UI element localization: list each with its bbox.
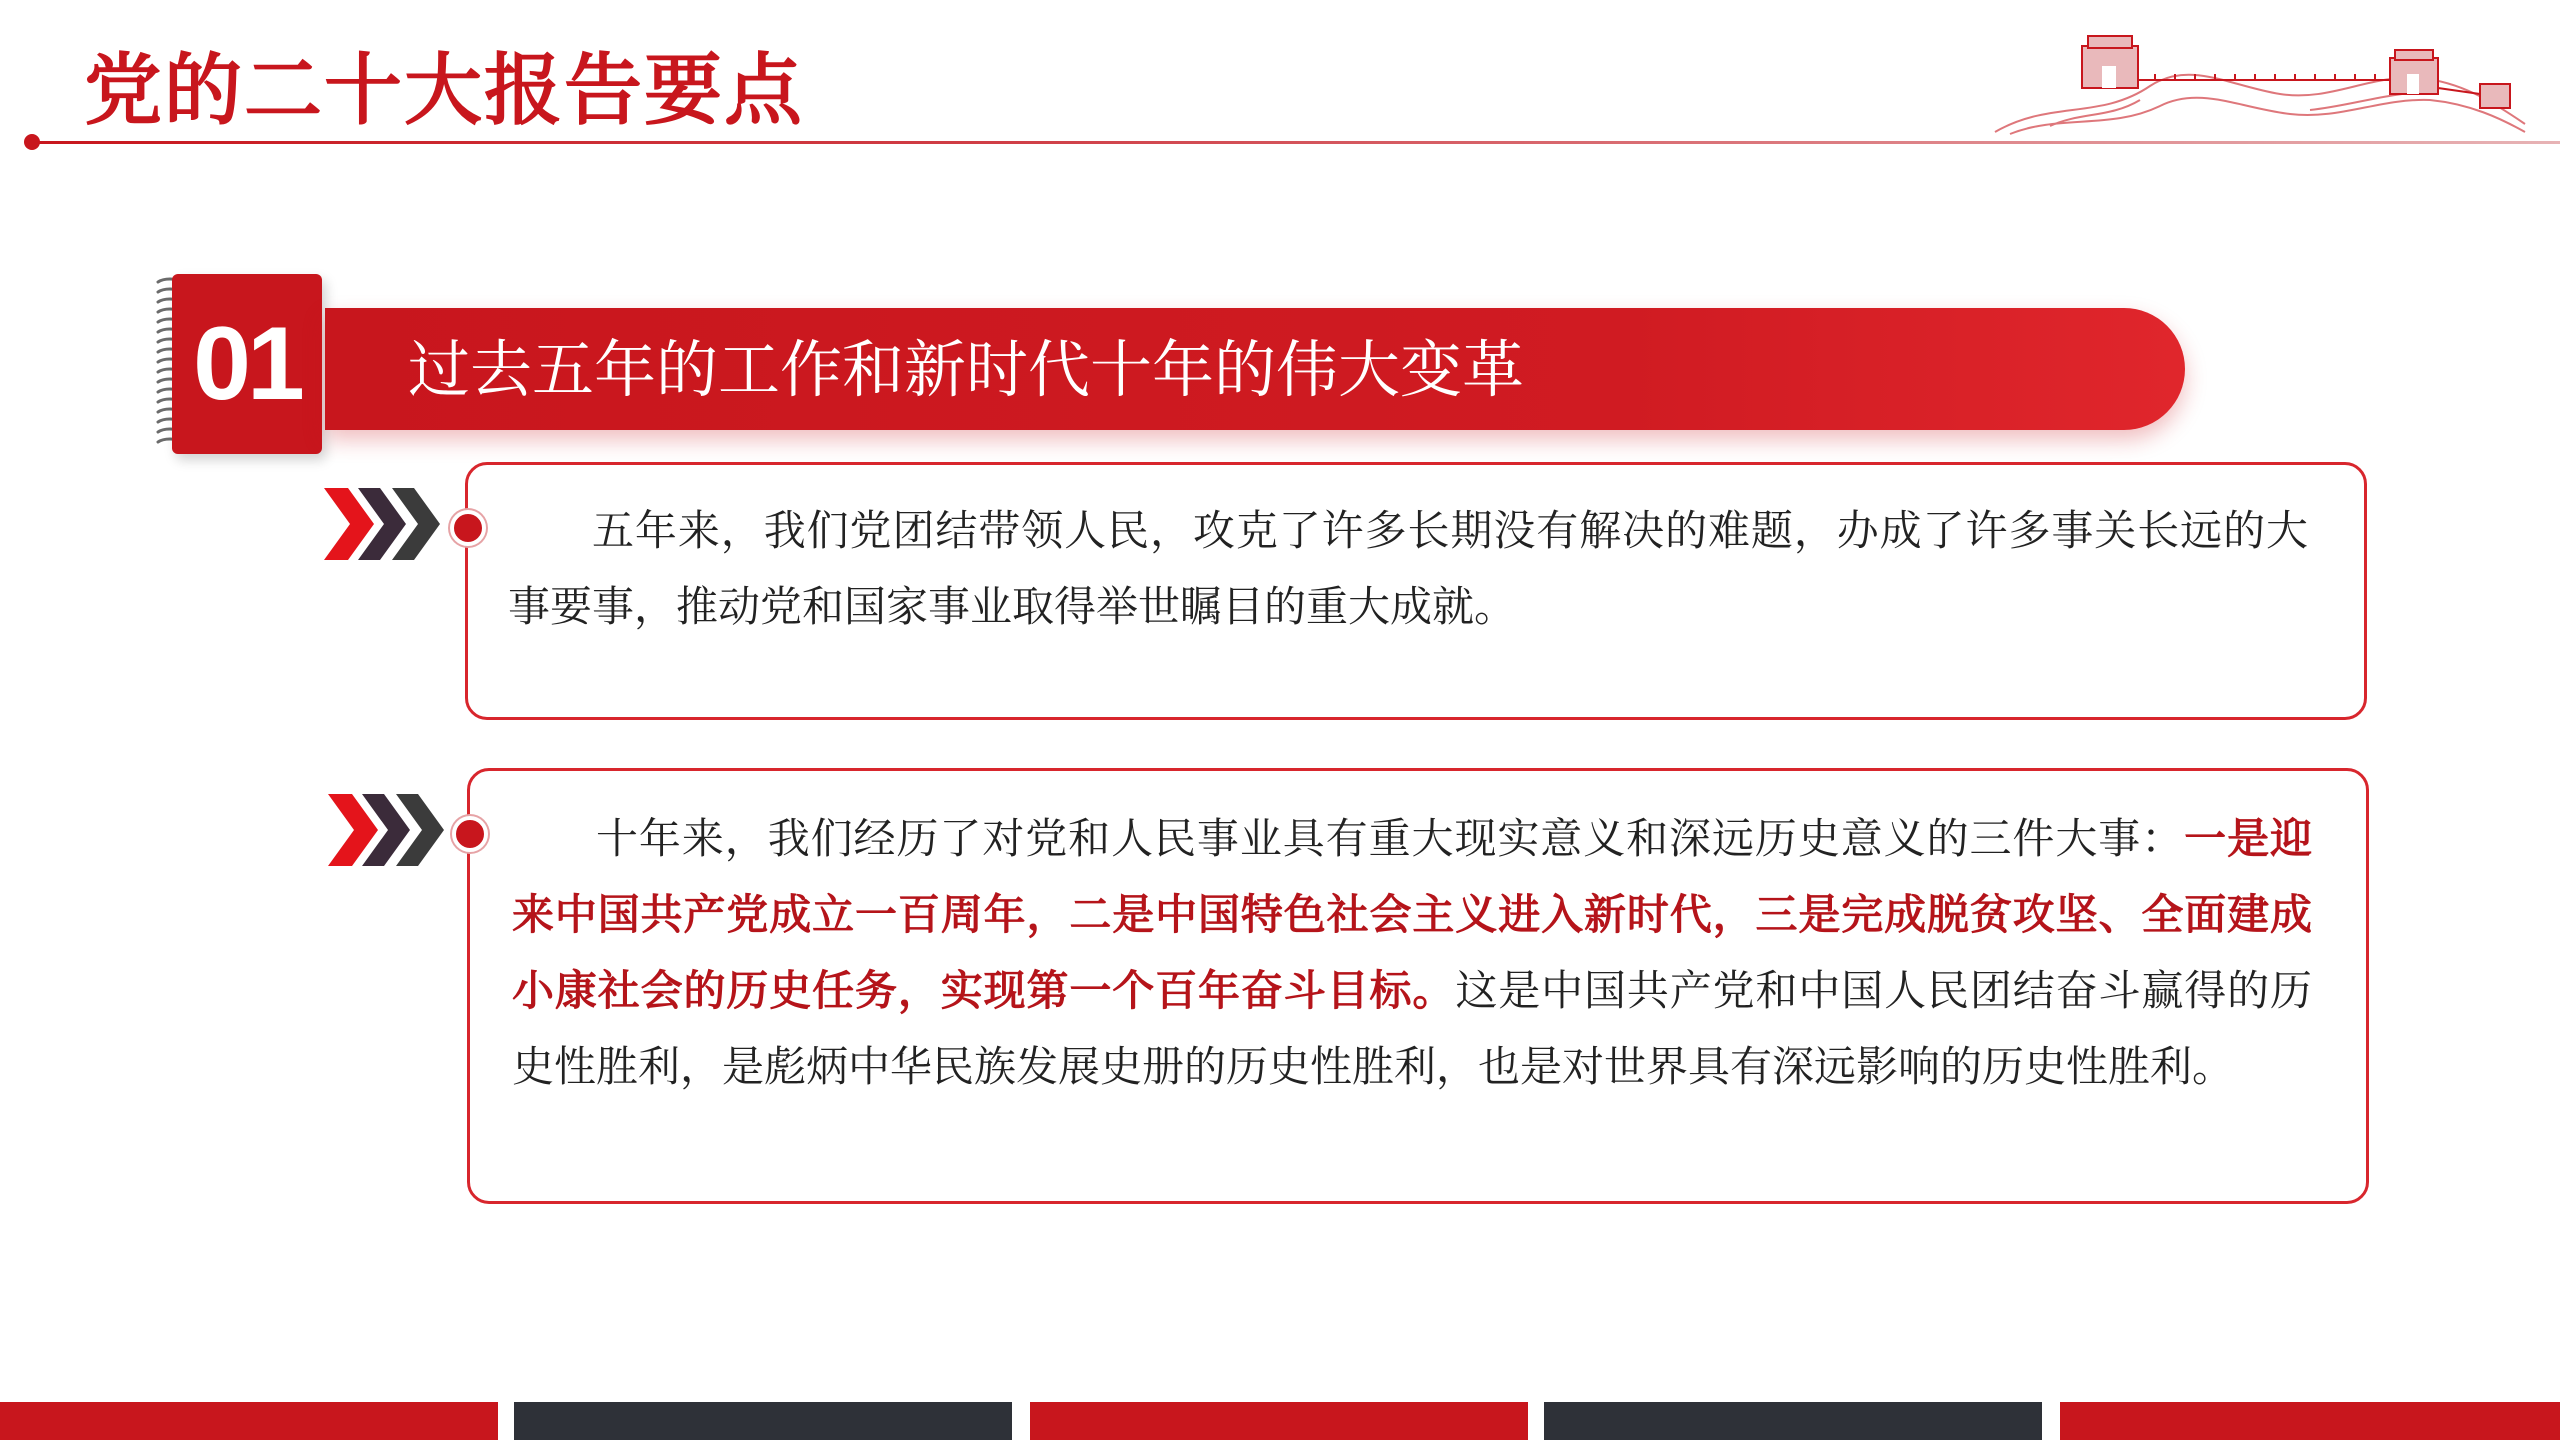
footer-stripe bbox=[1544, 1402, 2042, 1440]
footer-stripe bbox=[1030, 1402, 1528, 1440]
great-wall-sketch-icon bbox=[1990, 28, 2530, 140]
card-2-text-highlight: 一是迎来中国共产党成立一百周年，二是中国特色社会主义进入新时代，三是完成脱贫攻坚、全面建成小康社会的历史任务，实现第一个百年奋斗目标。 bbox=[512, 814, 2312, 1015]
card-pin-dot bbox=[450, 510, 486, 546]
header-divider bbox=[28, 141, 2560, 144]
section-title: 过去五年的工作和新时代十年的伟大变革 bbox=[408, 333, 1525, 406]
footer-stripe bbox=[2060, 1402, 2560, 1440]
footer-stripe bbox=[0, 1402, 498, 1440]
triple-chevron-icon bbox=[322, 484, 442, 564]
card-2-text-conclusion: 这是中国共产党和中国人民团结奋斗赢得的历史性胜利，是彪炳中华民族发展史册的历史性胜利，也是对世界具有深远影响的历史性胜利。 bbox=[512, 966, 2312, 1091]
card-1-text: 五年来，我们党团结带领人民，攻克了许多长期没有解决的难题，办成了许多事关长远的大事要事，推动党和国家事业取得举世瞩目的重大成就。 bbox=[508, 506, 2308, 631]
footer-stripe bbox=[514, 1402, 1012, 1440]
triple-chevron-icon bbox=[326, 790, 446, 870]
content-card-2 bbox=[467, 768, 2369, 1204]
card-2-text bbox=[512, 801, 2312, 1105]
content-card-1 bbox=[465, 462, 2367, 720]
page-title: 党的二十大报告要点 bbox=[84, 46, 805, 136]
section-number: 01 bbox=[172, 274, 322, 454]
card-2-text-intro: 十年来，我们经历了对党和人民事业具有重大现实意义和深远历史意义的三件大事： bbox=[596, 814, 2185, 863]
card-pin-dot bbox=[452, 816, 488, 852]
header-divider-dot bbox=[24, 134, 40, 150]
